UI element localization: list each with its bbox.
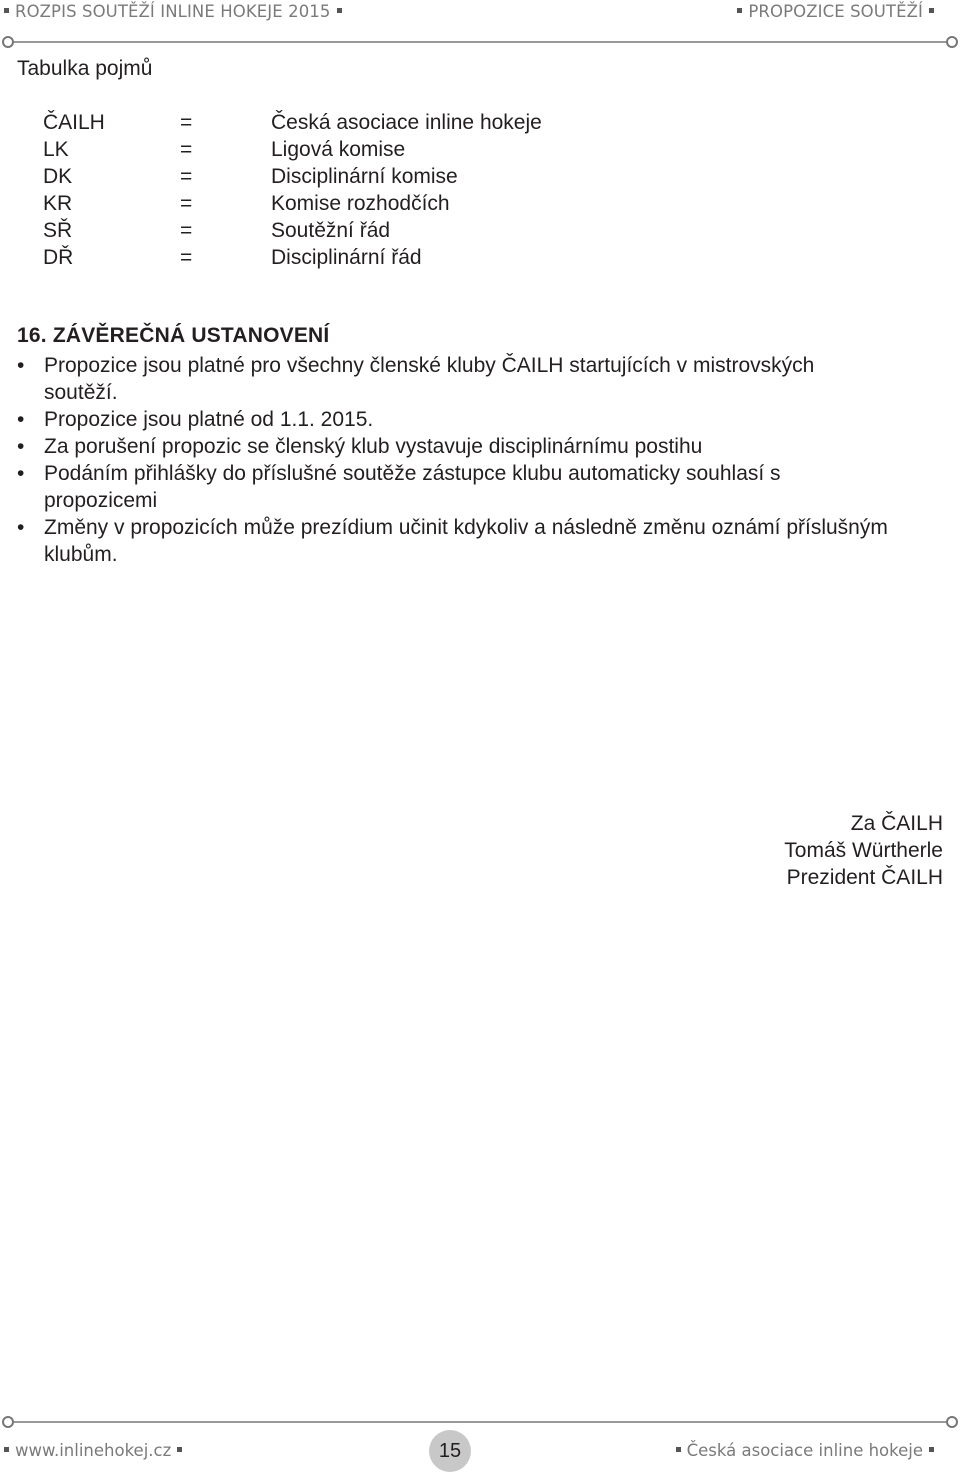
list-item-text-cont: propozicemi (44, 489, 158, 512)
footer-website-link[interactable]: www.inlinehokej.cz (15, 1441, 172, 1460)
square-bullet-icon (337, 8, 342, 13)
square-bullet-icon (676, 1447, 681, 1452)
ring-icon (946, 1416, 958, 1428)
header-left-text: ROZPIS SOUTĚŽÍ INLINE HOKEJE 2015 (15, 2, 331, 21)
header-right (737, 2, 940, 21)
ring-icon (946, 36, 958, 48)
header-left (4, 2, 348, 21)
ring-icon (2, 1416, 14, 1428)
list-item-text-cont: soutěží. (44, 381, 118, 404)
glossary-meaning: Disciplinární komise (271, 165, 458, 188)
glossary-abbr: DŘ (43, 246, 74, 269)
signature-org: Za ČAILH (850, 812, 943, 835)
glossary-title: Tabulka pojmů (17, 57, 153, 80)
list-item-text: Podáním přihlášky do příslušné soutěže zástupce klubu automaticky souhlasí s (44, 462, 781, 485)
list-item (17, 514, 947, 568)
bullet-icon: • (17, 408, 25, 431)
list-item-text-cont: klubům. (44, 543, 118, 566)
glossary-equals: = (180, 138, 193, 161)
list-item (17, 433, 947, 460)
page-header (0, 0, 960, 30)
footer-left (4, 1441, 188, 1460)
square-bullet-icon (4, 8, 9, 13)
glossary-equals: = (180, 192, 193, 215)
signature-role: Prezident ČAILH (786, 866, 943, 889)
square-bullet-icon (737, 8, 742, 13)
list-item (17, 460, 947, 514)
square-bullet-icon (177, 1447, 182, 1452)
list-item-text: Propozice jsou platné od 1.1. 2015. (44, 408, 374, 431)
bullet-icon: • (17, 462, 25, 485)
glossary-abbr: ČAILH (43, 111, 105, 134)
glossary-meaning: Komise rozhodčích (271, 192, 450, 215)
page-number: 15 (429, 1430, 471, 1472)
glossary-abbr: KR (43, 192, 73, 215)
list-item-text: Za porušení propozic se členský klub vystavuje disciplinárnímu postihu (44, 435, 703, 458)
list-item (17, 352, 947, 406)
section-title: 16. ZÁVĚREČNÁ USTANOVENÍ (17, 324, 330, 347)
ring-icon (2, 36, 14, 48)
list-item-text: Změny v propozicích může prezídium učinit kdykoliv a následně změnu oznámí příslušným (44, 516, 888, 539)
glossary-equals: = (180, 111, 193, 134)
glossary-meaning: Disciplinární řád (271, 246, 422, 269)
glossary-equals: = (180, 219, 193, 242)
glossary-meaning: Ligová komise (271, 138, 406, 161)
signature-name: Tomáš Würtherle (784, 839, 943, 862)
glossary-meaning: Soutěžní řád (271, 219, 391, 242)
glossary-meaning: Česká asociace inline hokeje (271, 111, 542, 134)
header-right-text: PROPOZICE SOUTĚŽÍ (748, 2, 923, 21)
header-rule (12, 41, 948, 43)
footer-right-text: Česká asociace inline hokeje (686, 1441, 923, 1460)
list-item (17, 406, 947, 433)
glossary-abbr: SŘ (43, 219, 73, 242)
glossary-equals: = (180, 165, 193, 188)
bullet-icon: • (17, 435, 25, 458)
square-bullet-icon (4, 1447, 9, 1452)
glossary-abbr: DK (43, 165, 73, 188)
footer-right (676, 1441, 940, 1460)
square-bullet-icon (929, 8, 934, 13)
glossary-abbr: LK (43, 138, 69, 161)
glossary-equals: = (180, 246, 193, 269)
square-bullet-icon (929, 1447, 934, 1452)
bullet-icon: • (17, 354, 25, 377)
footer-rule (12, 1421, 948, 1423)
list-item-text: Propozice jsou platné pro všechny členské kluby ČAILH startujících v mistrovských (44, 354, 815, 377)
bullet-icon: • (17, 516, 25, 539)
